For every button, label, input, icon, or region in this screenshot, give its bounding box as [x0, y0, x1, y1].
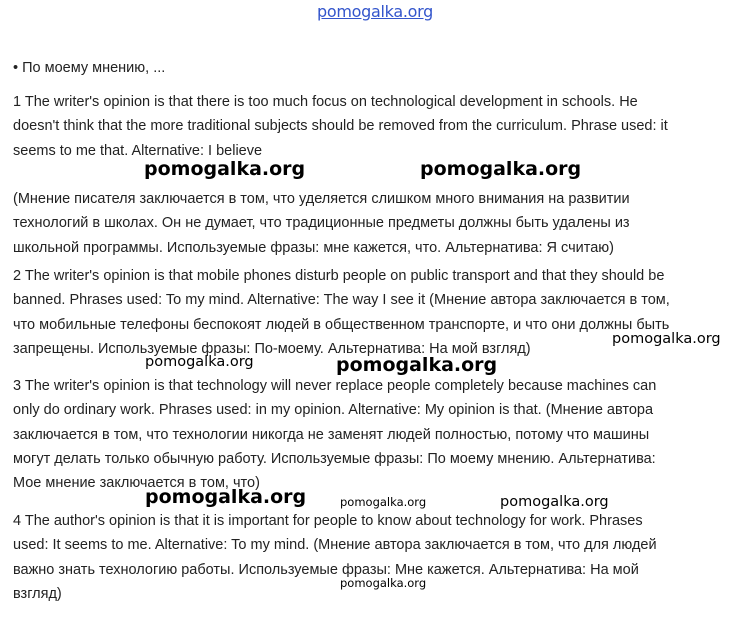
watermark-text: pomogalka.org: [336, 354, 498, 376]
text-line: могут делать только обычную работу. Используемые фразы: По моему мнению. Альтернатива:: [13, 450, 656, 467]
paragraph-1: [13, 90, 735, 260]
text-line: заключается в том, что технологии никогда не заменят людей полностью, потому что машины: [13, 426, 650, 443]
watermark-text: pomogalka.org: [612, 331, 721, 347]
text-line: banned. Phrases used: To my mind. Alternative: The way I see it (Мнение автора заключается в том,: [13, 292, 670, 309]
paragraph-3: [13, 374, 735, 495]
text-line: 3 The writer's opinion is that technology will never replace people completely because machines can: [13, 378, 657, 394]
text-line: 1 The writer's opinion is that there is too much focus on technological development in schools. He: [13, 94, 638, 110]
watermark-text: pomogalka.org: [340, 495, 427, 509]
text-line: школьной программы. Используемые фразы: мне кажется, что. Альтернатива: Я считаю): [13, 239, 615, 256]
text-line: Мое мнение заключается в том, что): [13, 475, 260, 492]
watermark-text: pomogalka.org: [145, 354, 254, 370]
text-line: взгляд): [13, 585, 62, 602]
text-line: (Мнение писателя заключается в том, что уделяется слишком много внимания на развитии: [13, 191, 630, 208]
watermark-text: pomogalka.org: [340, 576, 427, 590]
text-line: 2 The writer's opinion is that mobile phones disturb people on public transport and that they should be: [13, 268, 665, 284]
text-line: запрещены. Используемые фразы: По-моему. Альтернатива: На мой взгляд): [13, 340, 531, 357]
text-line: технологий в школах. Он не думает, что традиционные предметы должны быть удалены из: [13, 215, 630, 232]
text-line: важно знать технологию работы. Используемые фразы: Мне кажется. Альтернатива: На мой: [13, 561, 639, 578]
watermark-text: pomogalka.org: [420, 158, 582, 180]
text-line: что мобильные телефоны беспокоят людей в общественном транспорте, и что они должны быть: [13, 316, 670, 333]
watermark-text: pomogalka.org: [500, 494, 609, 510]
text-line: 4 The author's opinion is that it is important for people to know about technology for work. Phrases: [13, 513, 643, 529]
text-line: only do ordinary work. Phrases used: in my opinion. Alternative: My opinion is that. (Мнение автора: [13, 402, 654, 419]
text-line: seems to me that. Alternative: I believe: [13, 142, 263, 159]
watermark-text: pomogalka.org: [145, 486, 307, 508]
text-line: doesn't think that the more traditional subjects should be removed from the curriculum. Phrase used: it: [13, 118, 668, 135]
watermark-text: pomogalka.org: [144, 158, 306, 180]
text-line: [13, 163, 735, 187]
bullet-heading: • По моему мнению, ...: [13, 60, 166, 76]
paragraph-4: [13, 509, 735, 606]
text-line: used: It seems to me. Alternative: To my mind. (Мнение автора заключается в том, что для людей: [13, 537, 657, 554]
header-watermark-link[interactable]: pomogalka.org: [317, 2, 433, 21]
